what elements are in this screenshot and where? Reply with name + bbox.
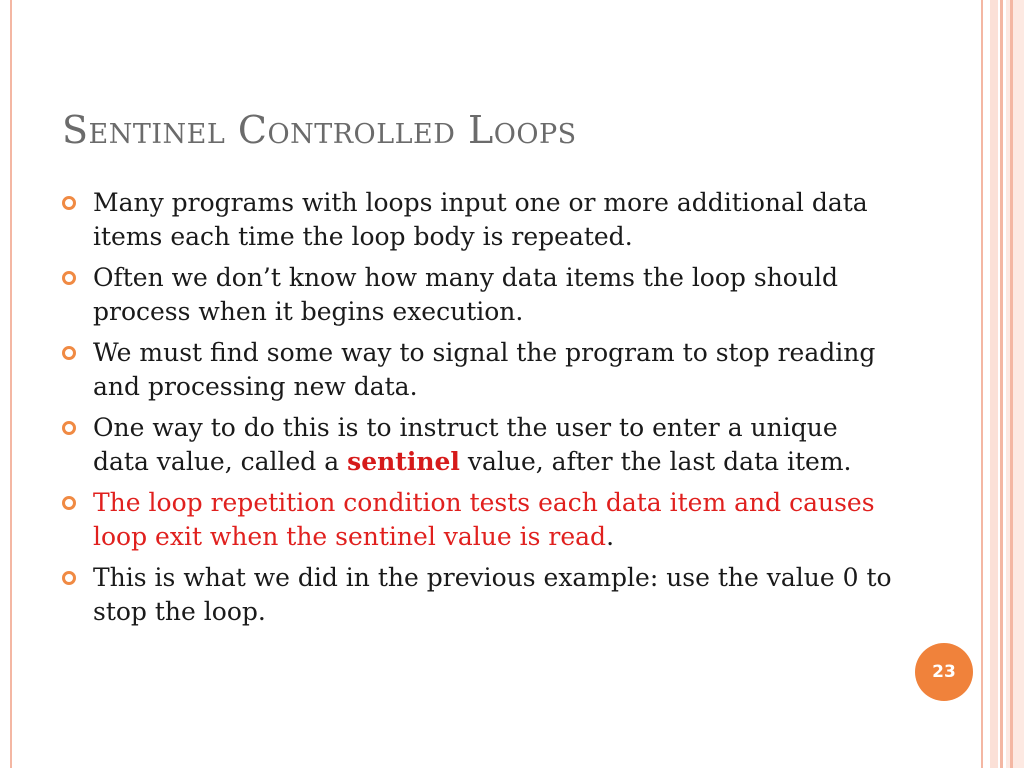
bullet-text: This is what we did in the previous example: use the value 0 to stop the loop. [93,563,892,626]
right-frame-line [1000,0,1003,768]
circle-bullet-icon [62,196,76,210]
bullet-item [62,186,892,253]
right-frame-line [1010,0,1013,768]
right-frame-band [990,0,998,768]
right-frame-band [1006,0,1024,768]
page-number-badge: 23 [915,643,973,701]
circle-bullet-icon [62,421,76,435]
bullet-text-before: One way to do this is to instruct the user to enter a unique data value, called a [93,413,838,476]
circle-bullet-icon [62,496,76,510]
bullet-item [62,411,892,478]
slide-title: Sentinel Controlled Loops [62,108,577,152]
bullet-text-after: . [606,521,615,551]
bullet-text: Often we don’t know how many data items the loop should process when it begins execution. [93,263,838,326]
bullet-text-after: value, after the last data item. [459,446,852,476]
circle-bullet-icon [62,346,76,360]
bullet-text: Many programs with loops input one or more additional data items each time the loop body is repeated. [93,188,868,251]
left-frame-line [10,0,12,768]
bullet-item [62,261,892,328]
bullet-text: We must find some way to signal the program to stop reading and processing new data. [93,338,876,401]
highlighted-bullet-text: The loop repetition condition tests each data item and causes loop exit when the sentinel value is read [93,488,875,551]
sentinel-keyword: sentinel [347,446,460,476]
bullet-list [62,186,892,636]
bullet-item [62,336,892,403]
bullet-item [62,561,892,628]
bullet-item [62,486,892,553]
right-frame-line [981,0,983,768]
circle-bullet-icon [62,571,76,585]
circle-bullet-icon [62,271,76,285]
